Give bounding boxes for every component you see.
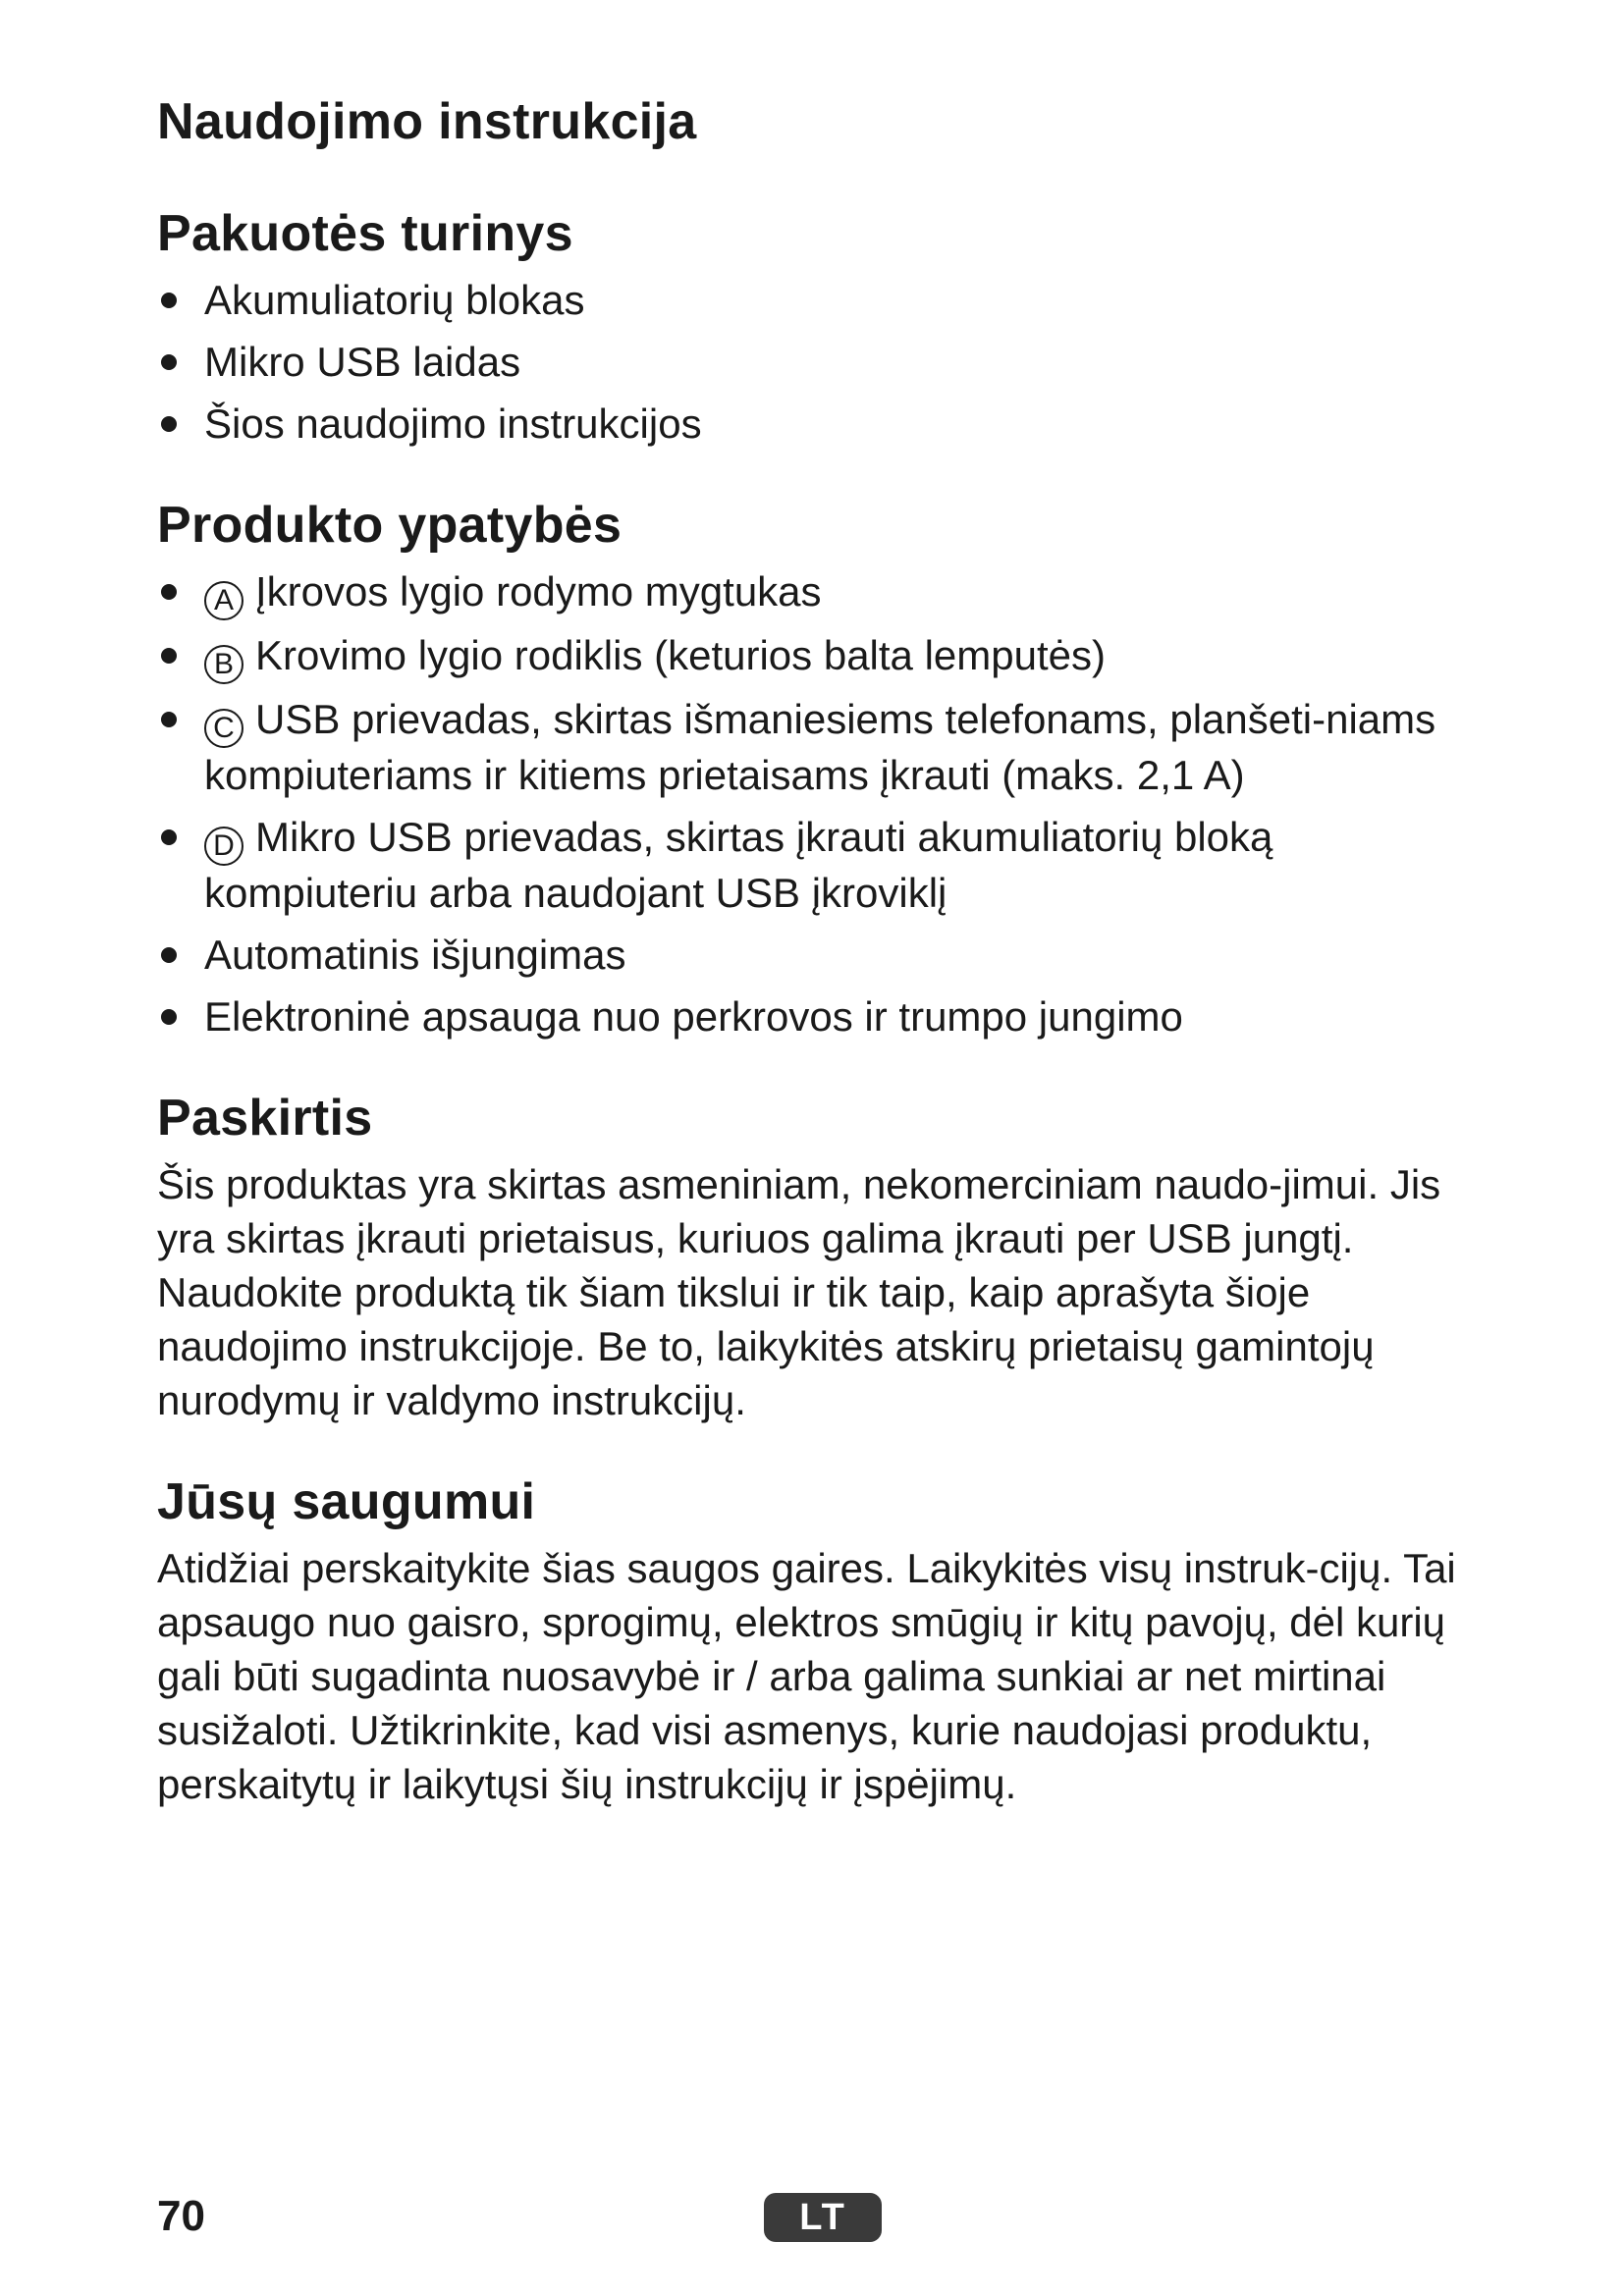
circled-letter-a-icon: A (204, 581, 244, 620)
circled-letter-c-icon: C (204, 709, 244, 748)
language-badge: LT (764, 2193, 882, 2242)
bullet-icon (161, 416, 177, 432)
safety-heading: Jūsų saugumui (157, 1473, 536, 1530)
circled-letter-b-icon: B (204, 645, 244, 684)
page-title: Naudojimo instrukcija (157, 93, 697, 150)
list-item-text: Mikro USB laidas (204, 339, 521, 385)
package-contents-section (157, 198, 1473, 451)
bullet-icon (161, 293, 177, 308)
list-item-text: Mikro USB prievadas, skirtas įkrauti akumuliatorių bloką kompiuteriu arba naudojant USB įkroviklį (204, 814, 1273, 916)
list-item (157, 335, 1473, 389)
list-item (157, 564, 1473, 620)
bullet-icon (161, 712, 177, 727)
bullet-icon (161, 1009, 177, 1025)
product-features-heading: Produkto ypatybės (157, 497, 623, 554)
list-item (157, 628, 1473, 684)
list-item-text: Šios naudojimo instrukcijos (204, 400, 702, 447)
page-footer (157, 2187, 1473, 2246)
product-features-section (157, 490, 1473, 1043)
circled-letter-d-icon: D (204, 827, 244, 866)
list-item-text: Akumuliatorių blokas (204, 277, 585, 323)
list-item (157, 989, 1473, 1043)
bullet-icon (161, 947, 177, 963)
list-item (157, 273, 1473, 327)
list-item (157, 692, 1473, 802)
bullet-icon (161, 584, 177, 600)
bullet-icon (161, 648, 177, 664)
safety-text: Atidžiai perskaitykite šias saugos gaires. Laikykitės visų instruk-cijų. Tai apsaugo nuo gaisro, sprogimų, elektros smūgių ir kitų pavojų, dėl kurių gali būti sugadinta nuosavybė ir / arba galima sunkiai ar net mirtinai susižaloti. Užtikrinkite, kad visi asmenys, kurie naudojasi produktu, perskaitytų ir laikytųsi šių instrukcijų ir įspėjimų. (157, 1545, 1456, 1807)
purpose-text: Šis produktas yra skirtas asmeniniam, nekomerciniam naudo-jimui. Jis yra skirtas įkrauti prietaisus, kuriuos galima įkrauti per USB jungtį. Naudokite produktą tik šiam tikslui ir tik taip, kaip aprašyta šioje naudojimo instrukcijoje. Be to, laikykitės atskirų prietaisų gamintojų nurodymų ir valdymo instrukcijų. (157, 1161, 1441, 1423)
package-contents-list (157, 273, 1473, 451)
list-item-text: Automatinis išjungimas (204, 932, 626, 978)
package-contents-heading: Pakuotės turinys (157, 205, 573, 262)
page-number: 70 (157, 2192, 205, 2240)
purpose-heading: Paskirtis (157, 1090, 373, 1147)
purpose-section (157, 1083, 1473, 1427)
list-item (157, 928, 1473, 982)
list-item (157, 810, 1473, 920)
product-features-list (157, 564, 1473, 1043)
list-item-text: USB prievadas, skirtas išmaniesiems telefonams, planšeti-niams kompiuteriams ir kitiems prietaisams įkrauti (maks. 2,1 A) (204, 696, 1436, 798)
bullet-icon (161, 829, 177, 845)
list-item-text: Įkrovos lygio rodymo mygtukas (255, 568, 822, 614)
list-item (157, 397, 1473, 451)
bullet-icon (161, 354, 177, 370)
manual-page (157, 86, 1473, 1850)
safety-section (157, 1467, 1473, 1811)
list-item-text: Elektroninė apsauga nuo perkrovos ir trumpo jungimo (204, 993, 1183, 1040)
list-item-text: Krovimo lygio rodiklis (keturios balta lemputės) (255, 632, 1106, 678)
